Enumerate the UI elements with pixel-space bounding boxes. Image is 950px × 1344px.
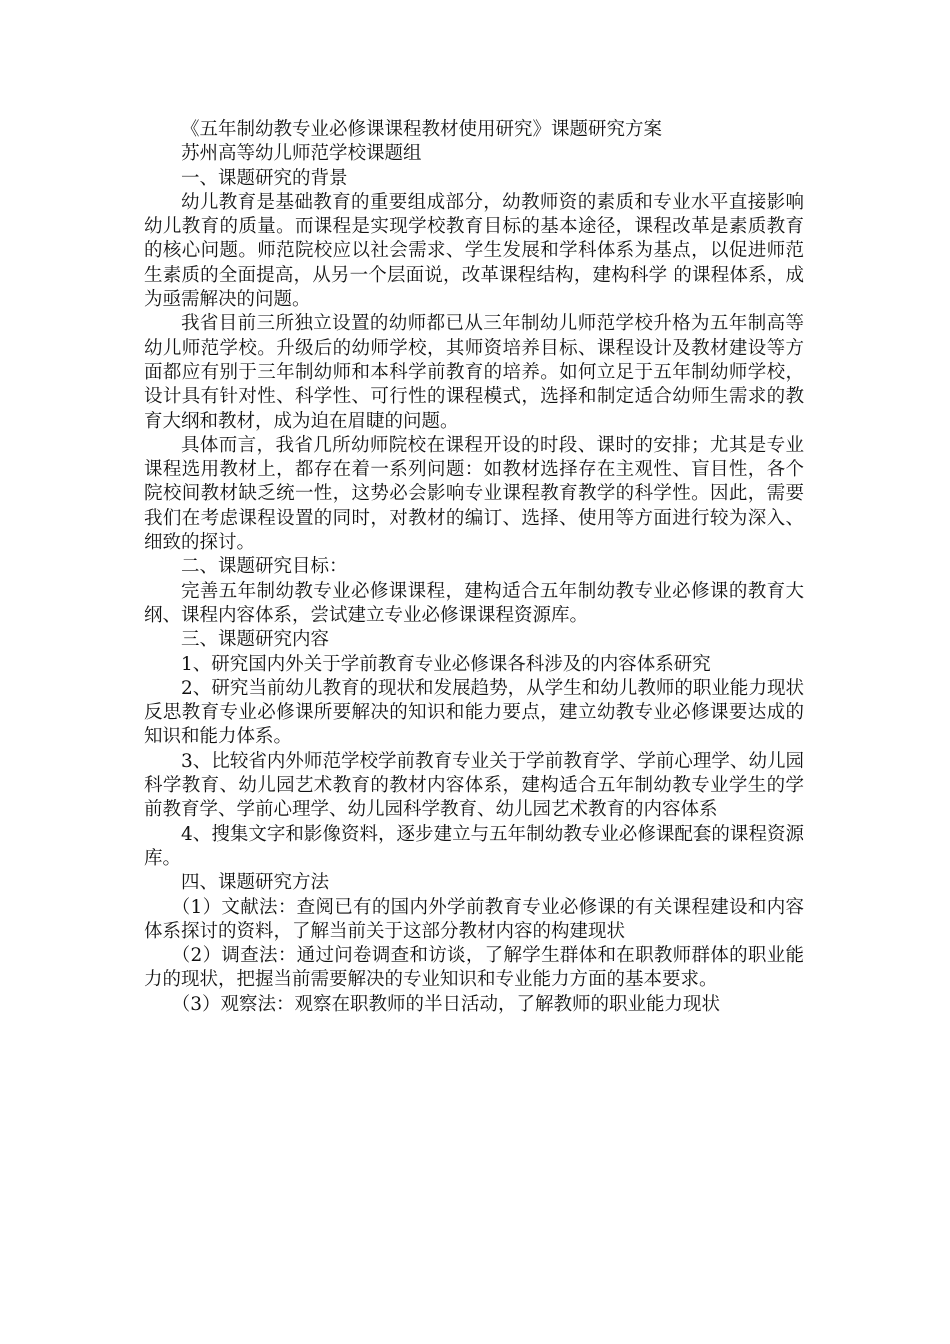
section-heading-goals: 二、课题研究目标：	[181, 556, 348, 578]
section-heading-background: 一、课题研究的背景	[181, 167, 348, 189]
list-item: （1）文献法：查阅已有的国内外学前教育专业必修课的有关课程建设和内容体系探讨的资料，了解当前关于这部分教材内容的构建现状	[144, 896, 804, 942]
list-item: 2、研究当前幼儿教育的现状和发展趋势，从学生和幼儿教师的职业能力现状反思教育专业必修课所要解决的知识和能力要点，建立幼教专业必修课要达成的知识和能力体系。	[144, 677, 804, 748]
document-title: 《五年制幼教专业必修课课程教材使用研究》课题研究方案	[181, 119, 663, 140]
list-item: 3、比较省内外师范学校学前教育专业关于学前教育学、学前心理学、幼儿园科学教育、幼儿园艺术教育的教材内容体系，建构适合五年制幼教专业学生的学前教育学、学前心理学、幼儿园科学教育、幼儿园艺术教育的内容体系	[144, 750, 804, 821]
list-item: 1、研究国内外关于学前教育专业必修课各科涉及的内容体系研究	[181, 653, 711, 675]
document-author: 苏州高等幼儿师范学校课题组	[181, 143, 422, 165]
list-item: 4、搜集文字和影像资料，逐步建立与五年制幼教专业必修课配套的课程资源库。	[144, 823, 804, 869]
section-heading-methods: 四、课题研究方法	[181, 872, 330, 894]
paragraph: 我省目前三所独立设置的幼师都已从三年制幼儿师范学校升格为五年制高等幼儿师范学校。升级后的幼师学校，其师资培养目标、课程设计及教材建设等方面都应有别于三年制幼师和本科学前教育的培养。如何立足于五年制幼师学校，设计具有针对性、科学性、可行性的课程模式，选择和制定适合幼师生需求的教育大纲和教材，成为迫在眉睫的问题。	[144, 313, 804, 432]
paragraph: 幼儿教育是基础教育的重要组成部分，幼教师资的素质和专业水平直接影响幼儿教育的质量。而课程是实现学校教育目标的基本途径，课程改革是素质教育的核心问题。师范院校应以社会需求、学生发展和学科体系为基点，以促进师范生素质的全面提高，从另一个层面说，改革课程结构，建构科学 的课程体系，成为亟需解决的问题。	[144, 191, 804, 311]
list-item: （2）调查法：通过问卷调查和访谈，了解学生群体和在职教师群体的职业能力的现状，把握当前需要解决的专业知识和专业能力方面的基本要求。	[144, 945, 804, 991]
document-page	[144, 118, 804, 1017]
list-item: （3）观察法：观察在职教师的半日活动，了解教师的职业能力现状	[171, 993, 721, 1015]
paragraph: 完善五年制幼教专业必修课课程，建构适合五年制幼教专业必修课的教育大纲、课程内容体系，尝试建立专业必修课课程资源库。	[144, 580, 804, 626]
section-heading-content: 三、课题研究内容	[181, 629, 330, 651]
paragraph: 具体而言，我省几所幼师院校在课程开设的时段、课时的安排；尤其是专业课程选用教材上，都存在着一系列问题：如教材选择存在主观性、盲目性，各个院校间教材缺乏统一性，这势必会影响专业课程教育教学的科学性。因此，需要我们在考虑课程设置的同时，对教材的编订、选择、使用等方面进行较为深入、细致的探讨。	[144, 434, 804, 554]
